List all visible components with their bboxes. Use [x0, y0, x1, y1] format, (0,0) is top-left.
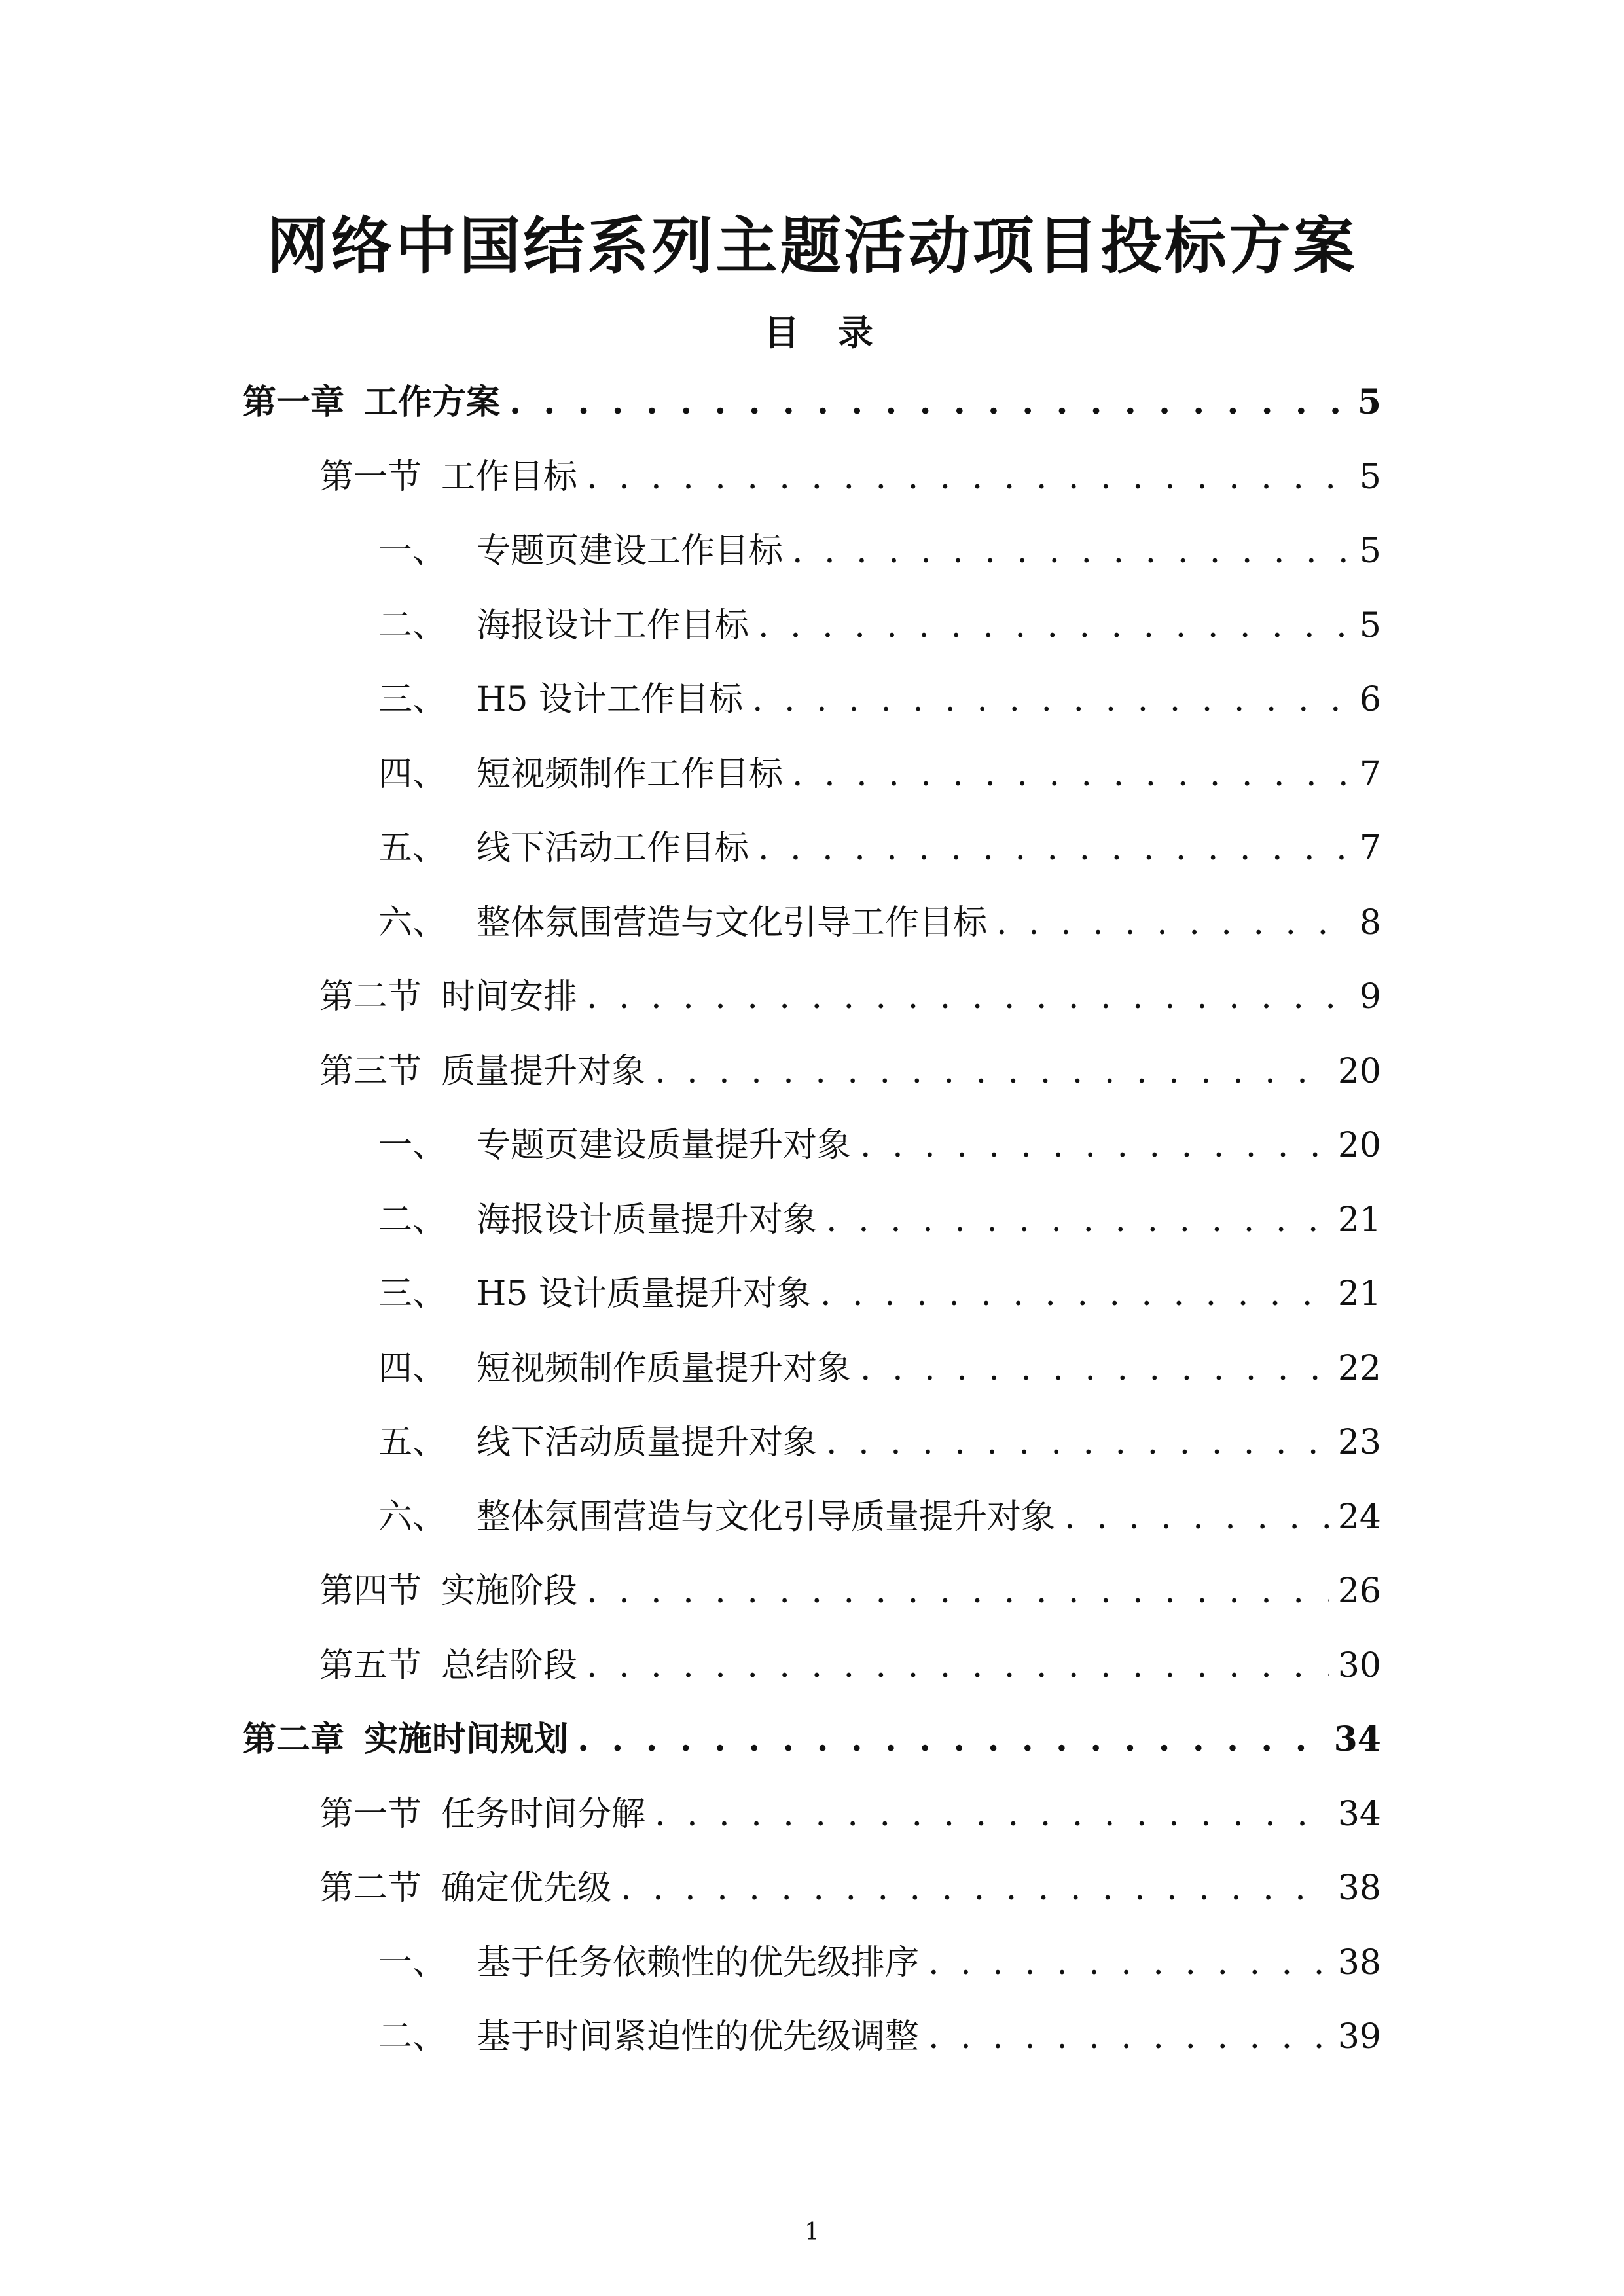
toc-dot-leader: [586, 1571, 1329, 1611]
toc-dot-leader: [826, 1200, 1329, 1240]
toc-entry-text: 确定优先级: [441, 1869, 612, 1908]
toc-entry-number: 第四节: [319, 1571, 422, 1611]
toc-entry-page: 5: [1357, 382, 1381, 422]
toc-entry[interactable]: [242, 820, 1381, 895]
toc-entry-number: 三、: [378, 1274, 447, 1314]
toc-entry-text: H5 设计质量提升对象: [477, 1274, 811, 1314]
toc-entry-text: 短视频制作质量提升对象: [477, 1348, 852, 1388]
toc-dot-leader: [792, 755, 1350, 794]
toc-entry-page: 6: [1359, 680, 1381, 719]
toc-entry-number: 六、: [378, 1497, 447, 1537]
toc-entry[interactable]: [242, 1340, 1381, 1415]
toc-entry-page: 7: [1359, 829, 1381, 868]
toc-entry-number: 一、: [378, 1126, 447, 1165]
toc-entry-text: 实施阶段: [441, 1571, 578, 1611]
toc-entry-number: 三、: [378, 680, 447, 719]
toc-entry[interactable]: [242, 1638, 1381, 1712]
toc-entry-text: 整体氛围营造与文化引导质量提升对象: [477, 1497, 1056, 1537]
toc-dot-leader: [820, 1274, 1329, 1314]
toc-entry-page: 30: [1337, 1645, 1381, 1685]
toc-entry[interactable]: [242, 1043, 1381, 1118]
toc-dot-leader: [655, 1052, 1329, 1091]
toc-entry-text: 专题页建设质量提升对象: [477, 1126, 852, 1165]
toc-entry-number: 一、: [378, 1943, 447, 1982]
toc-entry-text: 基于任务依赖性的优先级排序: [477, 1943, 920, 1982]
toc-entry-page: 7: [1359, 754, 1381, 794]
toc-entry-number: 二、: [378, 2017, 447, 2056]
toc-entry-text: 实施时间规划: [364, 1719, 569, 1759]
toc-entry-number: 二、: [378, 605, 447, 645]
toc-entry[interactable]: [242, 672, 1381, 746]
toc-entry-text: 海报设计质量提升对象: [477, 1200, 818, 1240]
toc-entry-page: 21: [1337, 1274, 1381, 1314]
toc-dot-leader: [586, 977, 1350, 1016]
toc-entry-page: 9: [1359, 977, 1381, 1016]
toc-dot-leader: [860, 1349, 1329, 1388]
page-number: 1: [804, 2219, 820, 2246]
toc-entry-number: 第一节: [319, 457, 422, 497]
document-title: 网络中国结系列主题活动项目投标方案: [266, 210, 1358, 282]
toc-dot-leader: [621, 1869, 1329, 1908]
toc-entry[interactable]: [242, 598, 1381, 672]
toc-dot-leader: [860, 1126, 1329, 1165]
toc-entry-page: 21: [1337, 1200, 1381, 1240]
toc-entry-number: 五、: [378, 1423, 447, 1462]
toc-dot-leader: [655, 1795, 1329, 1834]
toc-entry[interactable]: [242, 1860, 1381, 1935]
toc-entry[interactable]: [242, 1192, 1381, 1266]
toc-entry-number: 第一章: [242, 382, 345, 422]
toc-entry-page: 26: [1337, 1571, 1381, 1611]
toc-entry-number: 六、: [378, 903, 447, 942]
toc-entry-number: 第三节: [319, 1051, 422, 1091]
toc-dot-leader: [758, 829, 1350, 868]
toc-entry-number: 第二章: [242, 1719, 345, 1759]
toc-entry-number: 二、: [378, 1200, 447, 1240]
toc-entry-number: 第五节: [319, 1645, 422, 1685]
toc-entry-page: 34: [1337, 1794, 1381, 1834]
toc-entry-number: 第二节: [319, 1869, 422, 1908]
toc-entry-page: 38: [1337, 1869, 1381, 1908]
toc-entry-page: 5: [1359, 457, 1381, 497]
toc-dot-leader: [752, 680, 1350, 719]
toc-dot-leader: [996, 903, 1350, 942]
toc-dot-leader: [792, 531, 1350, 571]
toc-dot-leader: [1064, 1498, 1329, 1537]
toc-entry-text: 整体氛围营造与文化引导工作目标: [477, 903, 988, 942]
toc-entry-number: 第一节: [319, 1794, 422, 1834]
toc-entry-page: 22: [1337, 1348, 1381, 1388]
toc-dot-leader: [509, 382, 1348, 422]
toc-entry-text: 基于时间紧迫性的优先级调整: [477, 2017, 920, 2056]
toc-entry-text: 任务时间分解: [441, 1794, 646, 1834]
toc-dot-leader: [758, 606, 1350, 645]
toc-entry[interactable]: [242, 1117, 1381, 1192]
toc-entry[interactable]: [242, 1935, 1381, 2009]
toc-entry-page: 34: [1333, 1719, 1381, 1759]
toc-entry-text: 海报设计工作目标: [477, 605, 749, 645]
toc-entry[interactable]: [242, 969, 1381, 1043]
toc-entry-text: 总结阶段: [441, 1645, 578, 1685]
toc-entry[interactable]: [242, 1563, 1381, 1638]
toc-entry-page: 38: [1337, 1943, 1381, 1982]
toc-entry-number: 第二节: [319, 977, 422, 1016]
toc-entry-text: 短视频制作工作目标: [477, 754, 784, 794]
toc-entry-page: 39: [1337, 2017, 1381, 2056]
toc-entry-text: 质量提升对象: [441, 1051, 646, 1091]
toc-entry[interactable]: [242, 523, 1381, 598]
table-of-contents: [242, 374, 1381, 2083]
toc-entry-number: 一、: [378, 531, 447, 571]
toc-entry[interactable]: [242, 746, 1381, 821]
toc-entry-page: 5: [1359, 531, 1381, 571]
toc-entry-text: 工作方案: [364, 382, 501, 422]
toc-entry[interactable]: [242, 374, 1381, 449]
toc-entry-text: 工作目标: [441, 457, 578, 497]
toc-entry[interactable]: [242, 895, 1381, 969]
toc-entry[interactable]: [242, 449, 1381, 524]
toc-entry-page: 20: [1337, 1126, 1381, 1165]
toc-dot-leader: [826, 1423, 1329, 1462]
toc-entry[interactable]: [242, 1266, 1381, 1340]
toc-entry[interactable]: [242, 1712, 1381, 1786]
toc-entry[interactable]: [242, 1489, 1381, 1564]
toc-entry[interactable]: [242, 2009, 1381, 2083]
toc-dot-leader: [928, 1943, 1329, 1982]
toc-entry-page: 24: [1337, 1497, 1381, 1537]
toc-entry-text: 专题页建设工作目标: [477, 531, 784, 571]
toc-entry-text: 时间安排: [441, 977, 578, 1016]
toc-entry-number: 四、: [378, 1348, 447, 1388]
toc-entry-page: 8: [1359, 903, 1381, 942]
toc-dot-leader: [928, 2017, 1329, 2056]
toc-entry-number: 四、: [378, 754, 447, 794]
toc-entry-page: 5: [1359, 605, 1381, 645]
toc-entry-page: 23: [1337, 1423, 1381, 1462]
toc-entry-text: H5 设计工作目标: [477, 680, 743, 719]
toc-heading: 目 录: [764, 312, 886, 353]
toc-dot-leader: [586, 1646, 1329, 1685]
toc-entry-number: 五、: [378, 829, 447, 868]
toc-entry-page: 20: [1337, 1051, 1381, 1091]
toc-entry[interactable]: [242, 1414, 1381, 1489]
toc-entry-text: 线下活动质量提升对象: [477, 1423, 818, 1462]
toc-entry[interactable]: [242, 1786, 1381, 1861]
toc-dot-leader: [577, 1719, 1325, 1759]
toc-dot-leader: [586, 457, 1350, 497]
toc-entry-text: 线下活动工作目标: [477, 829, 749, 868]
